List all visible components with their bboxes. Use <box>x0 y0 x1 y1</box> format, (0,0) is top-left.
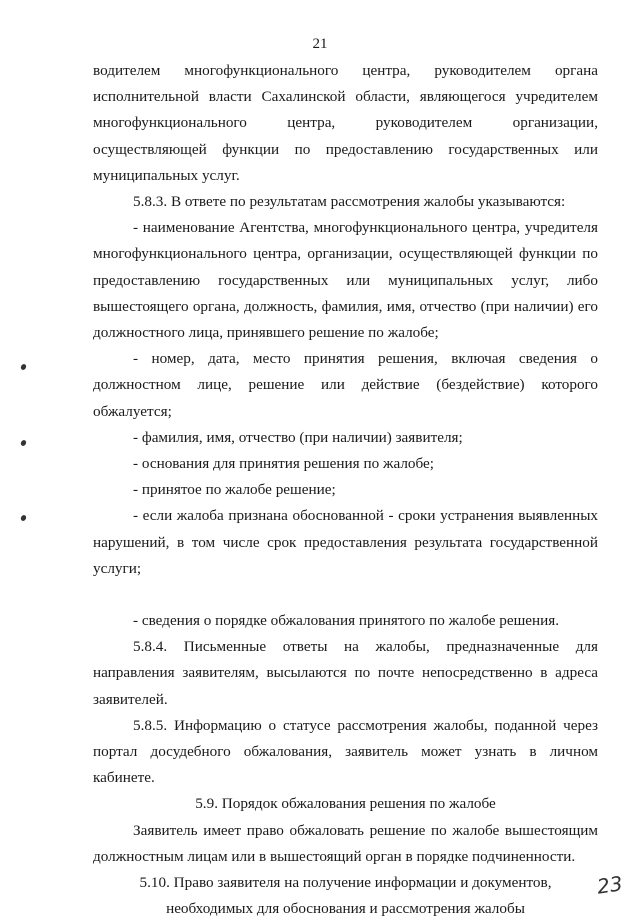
list-item-appeal-procedure: - сведения о порядке обжалования принятого по жалобе решения. <box>133 612 560 630</box>
list-item-decision-details: - номер, дата, место принятия решения, включая сведения о должностном лице, решение или действие (бездействие) которого обжалуется; <box>93 350 598 420</box>
list-item-agency-name: - наименование Агентства, многофункционального центра, учредителя многофункционального центра, организации, осуществляющей функции по предоставлению государственных или муниципальных услуг, либо вышестоящего органа, должность, фамилия, имя, отчество (при наличии) его должностного лица, принявшего решение по жалобе; <box>93 219 598 342</box>
paragraph-5-8-5: 5.8.5. Информацию о статусе рассмотрения жалобы, поданной через портал досудебного обжалования, заявитель может узнать в личном кабинете. <box>93 716 598 787</box>
list-item-applicant-name: - фамилия, имя, отчество (при наличии) заявителя; <box>133 428 463 446</box>
paragraph-appeal-right: Заявитель имеет право обжаловать решение по жалобе вышестоящим должностным лицам или в вышестоящий орган в порядке подчиненности. <box>93 821 598 865</box>
blank-gap <box>93 582 598 608</box>
list-item-decision: - принятое по жалобе решение; <box>133 481 336 499</box>
heading-5-10-line-1: 5.10. Право заявителя на получение информации и документов, <box>139 874 552 892</box>
margin-mark-2 <box>20 439 27 447</box>
document-body <box>93 58 598 923</box>
list-item-decision-grounds: - основания для принятия решения по жалобе; <box>133 455 434 473</box>
paragraph-continuation: водителем многофункционального центра, руководителем органа исполнительной власти Сахалинской области, являющегося учредителем многофункционального центра, руководителем организации, осуществляющей функции по предоставлению государственных или муниципальных услуг. <box>93 62 598 184</box>
list-item-justified-complaint: - если жалоба признана обоснованной - сроки устранения выявленных нарушений, в том числе срок предоставления результата государственной услуги; <box>93 507 598 577</box>
paragraph-5-8-3: 5.8.3. В ответе по результатам рассмотрения жалобы указываются: <box>133 193 566 211</box>
margin-mark-3 <box>20 514 27 522</box>
margin-mark-1 <box>20 363 27 371</box>
handwritten-page-mark: 23 <box>595 871 624 899</box>
heading-5-9: 5.9. Порядок обжалования решения по жалобе <box>195 795 496 813</box>
paragraph-5-8-4: 5.8.4. Письменные ответы на жалобы, предназначенные для направления заявителям, высылаются по почте непосредственно в адреса заявителей. <box>93 638 598 708</box>
heading-5-10-line-2: необходимых для обоснования и рассмотрения жалобы <box>166 900 525 918</box>
page-number: 21 <box>312 36 328 52</box>
